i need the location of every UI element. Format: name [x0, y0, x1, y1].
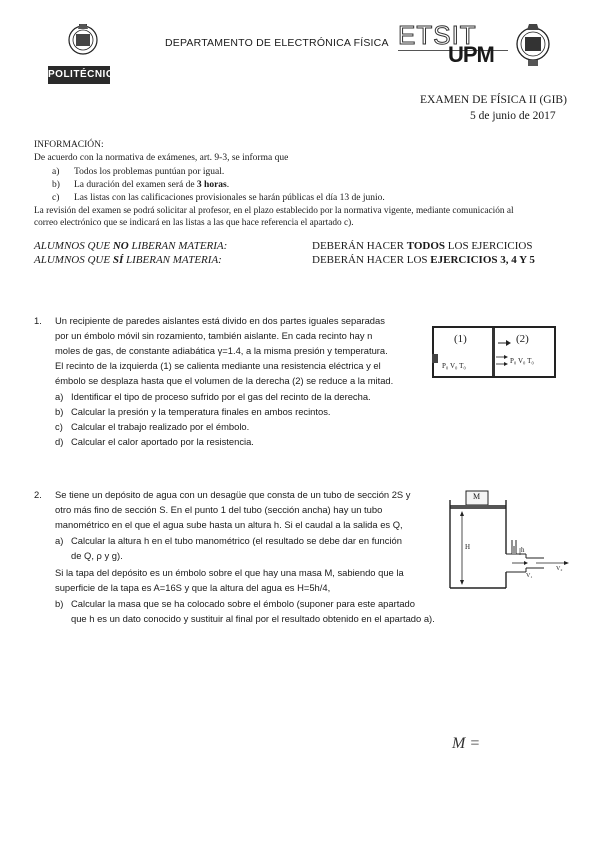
politecnica-logo: POLITÉCNICA [48, 66, 110, 84]
problem-text-line: manométrico en el que el agua sube hasta un altura h. Si el caudal a la salida es Q, [55, 519, 403, 530]
problem-part: c) Calcular el trabajo realizado por el émbolo. [55, 421, 250, 432]
review-note-line1: La revisión del examen se podrá solicitar al profesor, en el plazo establecido por la normativa vigente, mediante comunicación al [34, 206, 514, 216]
university-crest-logo [66, 20, 100, 62]
department-title: DEPARTAMENTO DE ELECTRÓNICA FÍSICA [165, 37, 389, 49]
height-label: H [465, 543, 471, 551]
point1-label: V₁ [526, 573, 533, 579]
piston-container-diagram [432, 326, 556, 378]
upm-crest-logo [514, 22, 552, 70]
problem-part: b) Calcular la presión y la temperatura finales en ambos recintos. [55, 406, 331, 417]
problem-part-continuation: de Q, ρ y g). [71, 550, 123, 561]
info-item: b) La duración del examen será de 3 horas. [52, 180, 230, 190]
manometer-label: h [521, 546, 525, 554]
info-intro: De acuerdo con la normativa de exámenes, art. 9-3, se informa que [34, 153, 289, 163]
recinto-2-state: P₀ V₀ T₀ [510, 357, 534, 365]
students-yes-free-action: DEBERÁN HACER LOS EJERCICIOS 3, 4 Y 5 [312, 254, 535, 266]
problem-text-line: moles de gas, de constante adiabática γ=1.4, a la misma presión y temperatura. [55, 345, 388, 356]
problem-text-line: émbolo se desplaza hasta que el volumen de la derecha (2) se reduce a la mitad. [55, 375, 394, 386]
problem-text-line: Si la tapa del depósito es un émbolo sobre el que hay una masa M, sabiendo que la [55, 567, 404, 578]
problem-number: 2. [34, 489, 42, 500]
problem-part: b) Calcular la masa que se ha colocado sobre el émbolo (suponer para este apartado [55, 598, 415, 609]
exam-date: 5 de junio de 2017 [470, 110, 556, 122]
info-item: a) Todos los problemas puntúan por igual. [52, 167, 225, 177]
problem-text-line: otro más fino de sección S. En el punto 1 del tubo (sección ancha) hay un tubo [55, 504, 383, 515]
problem-text-line: Un recipiente de paredes aislantes está divido en dos partes iguales separadas [55, 315, 385, 326]
info-item: c) Las listas con las calificaciones provisionales se harán públicas el día 13 de junio. [52, 193, 385, 203]
exam-title: EXAMEN DE FÍSICA II (GIB) [420, 94, 567, 106]
problem-part-continuation: que h es un dato conocido y sustituir al final por el resultado obtenido en el apartado a). [71, 613, 435, 624]
review-note-line2: correo electrónico que se indicará en las listas a las que hace referencia el apartado c). [34, 218, 354, 228]
etsit-logo: ETSIT [398, 20, 477, 50]
problem-text-line: El recinto de la izquierda (1) se calienta mediante una resistencia eléctrica y el [55, 360, 381, 371]
problem-part: a) Calcular la altura h en el tubo manométrico (el resultado se debe dar en función [55, 535, 402, 546]
upm-logo: UPM [448, 42, 494, 67]
students-yes-free-label: ALUMNOS QUE SÍ LIBERAN MATERIA: [34, 254, 222, 266]
mass-label: M [473, 492, 481, 501]
recinto-1-label: (1) [454, 333, 467, 345]
problem-number: 1. [34, 315, 42, 326]
students-no-free-action: DEBERÁN HACER TODOS LOS EJERCICIOS [312, 240, 533, 252]
info-heading: INFORMACIÓN: [34, 140, 104, 150]
problem-text-line: Se tiene un depósito de agua con un desagüe que consta de un tubo de sección 2S y [55, 489, 411, 500]
recinto-2-label: (2) [516, 333, 529, 345]
point2-label: V₂ [556, 566, 563, 572]
recinto-1-state: P₀ V₀ T₀ [442, 362, 466, 370]
problem-part: d) Calcular el calor aportado por la resistencia. [55, 436, 254, 447]
problem-text-line: superficie de la tapa es A=16S y que la altura del agua es H=5h/4, [55, 582, 331, 593]
problem-part: a) Identificar el tipo de proceso sufrido por el gas del recinto de la derecha. [55, 391, 371, 402]
problem-text-line: por un émbolo móvil sin rozamiento, también aislante. En cada recinto hay n [55, 330, 373, 341]
students-no-free-label: ALUMNOS QUE NO LIBERAN MATERIA: [34, 240, 228, 252]
handwritten-note: M = [452, 735, 481, 752]
water-tank-diagram [446, 488, 576, 592]
